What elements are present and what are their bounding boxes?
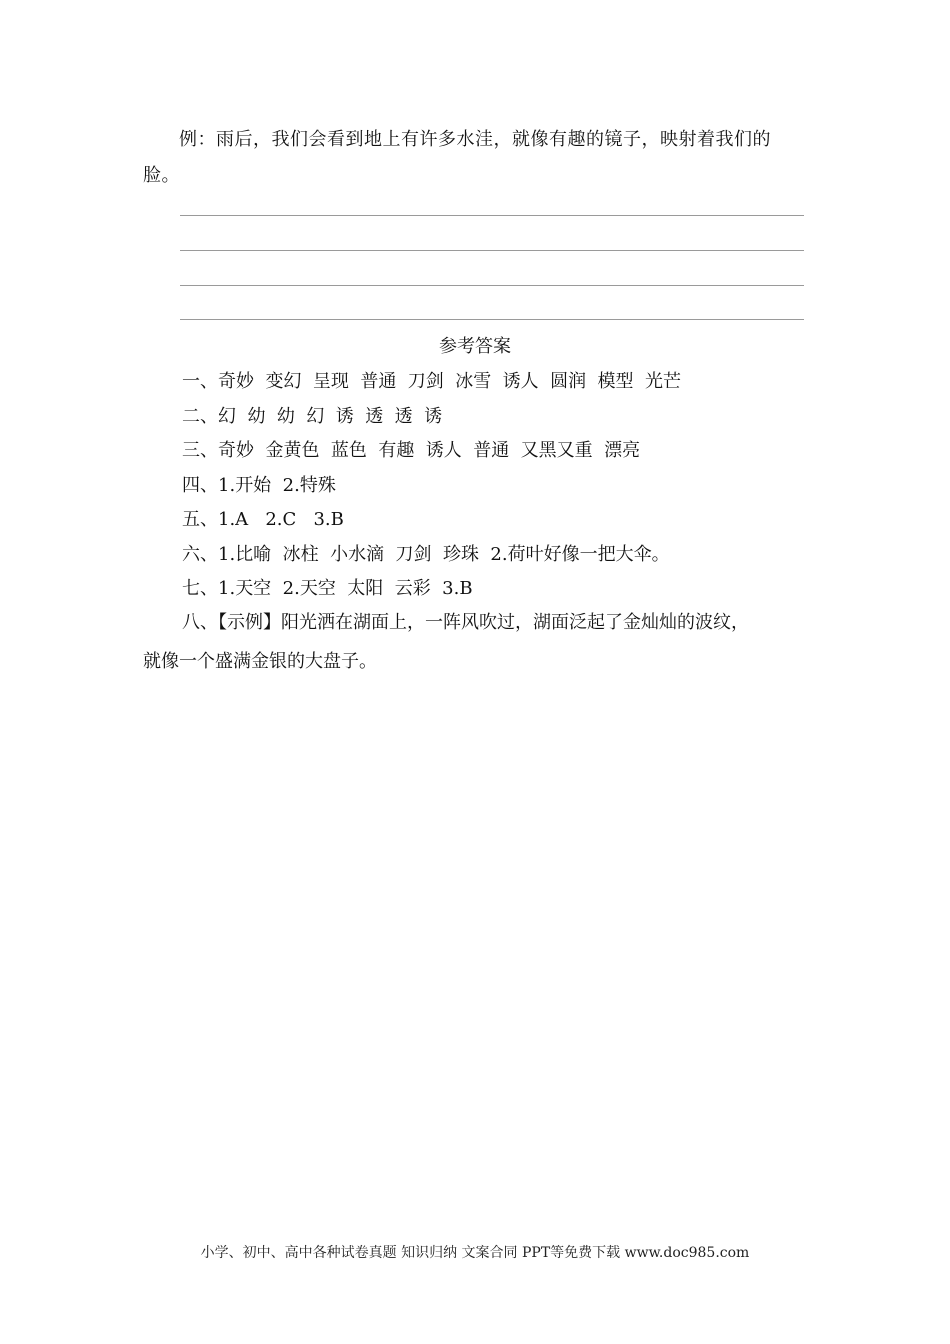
- answer-q7-num2: 2.: [282, 578, 300, 599]
- answer-q3: [182, 437, 640, 464]
- answer-q4-num2: 2.: [282, 475, 300, 496]
- answer-q2-prefix: 二、: [182, 406, 218, 427]
- answer-q6-prefix: 六、: [182, 544, 218, 565]
- answer-q7-num1: 1.: [218, 578, 236, 599]
- answer-q6-ans1: 比喻 冰柱 小水滴 刀剑 珍珠: [235, 544, 491, 565]
- answer-q7-prefix: 七、: [182, 578, 218, 599]
- answer-q7-ans2: 天空 太阳 云彩: [299, 578, 443, 599]
- answer-q2-items: 幻 幼 幼 幻 诱 透 透 诱: [218, 406, 443, 427]
- answer-q3-prefix: 三、: [182, 440, 218, 461]
- answer-q7-num3: 3.B: [442, 578, 473, 599]
- answer-key-title: 参考答案: [439, 336, 511, 357]
- answer-line-3: [180, 285, 804, 286]
- answer-q1-items: 奇妙 变幻 呈现 普通 刀剑 冰雪 诱人 圆润 模型 光芒: [218, 371, 681, 392]
- answer-q6-ans2: 荷叶好像一把大伞。: [507, 544, 670, 565]
- answer-q5-items: 1.A 2.C 3.B: [218, 509, 344, 530]
- answer-q8-line1: 八、【示例】阳光洒在湖面上，一阵风吹过，湖面泛起了金灿灿的波纹，: [182, 612, 749, 633]
- answer-q1: [182, 368, 681, 395]
- answer-line-4: [180, 319, 804, 320]
- answer-q4: [182, 472, 336, 499]
- answer-line-1: [180, 215, 804, 216]
- answer-q7: [182, 575, 473, 602]
- answer-q1-prefix: 一、: [182, 371, 218, 392]
- answer-q2: [182, 403, 442, 430]
- answer-q4-prefix: 四、: [182, 475, 218, 496]
- answer-q6-num1: 1.: [218, 544, 236, 565]
- answer-q3-items: 奇妙 金黄色 蓝色 有趣 诱人 普通 又黑又重 漂亮: [218, 440, 641, 461]
- answer-q5-prefix: 五、: [182, 509, 218, 530]
- answer-q6-num2: 2.: [490, 544, 508, 565]
- answer-q5: [182, 506, 344, 533]
- page-footer: 小学、初中、高中各种试卷真题 知识归纳 文案合同 PPT等免费下载 www.doc985.com: [200, 1245, 750, 1261]
- answer-line-2: [180, 250, 804, 251]
- answer-q8-line2: 就像一个盛满金银的大盘子。: [143, 651, 377, 672]
- answer-q4-ans1: 开始: [235, 475, 283, 496]
- example-paragraph: 例：雨后，我们会看到地上有许多水洼，就像有趣的镜子，映射着我们的脸。: [143, 129, 771, 186]
- answer-q7-ans1: 天空: [235, 578, 283, 599]
- answer-q4-ans2: 特殊: [299, 475, 336, 496]
- answer-q4-num1: 1.: [218, 475, 236, 496]
- answer-q6: [182, 541, 670, 568]
